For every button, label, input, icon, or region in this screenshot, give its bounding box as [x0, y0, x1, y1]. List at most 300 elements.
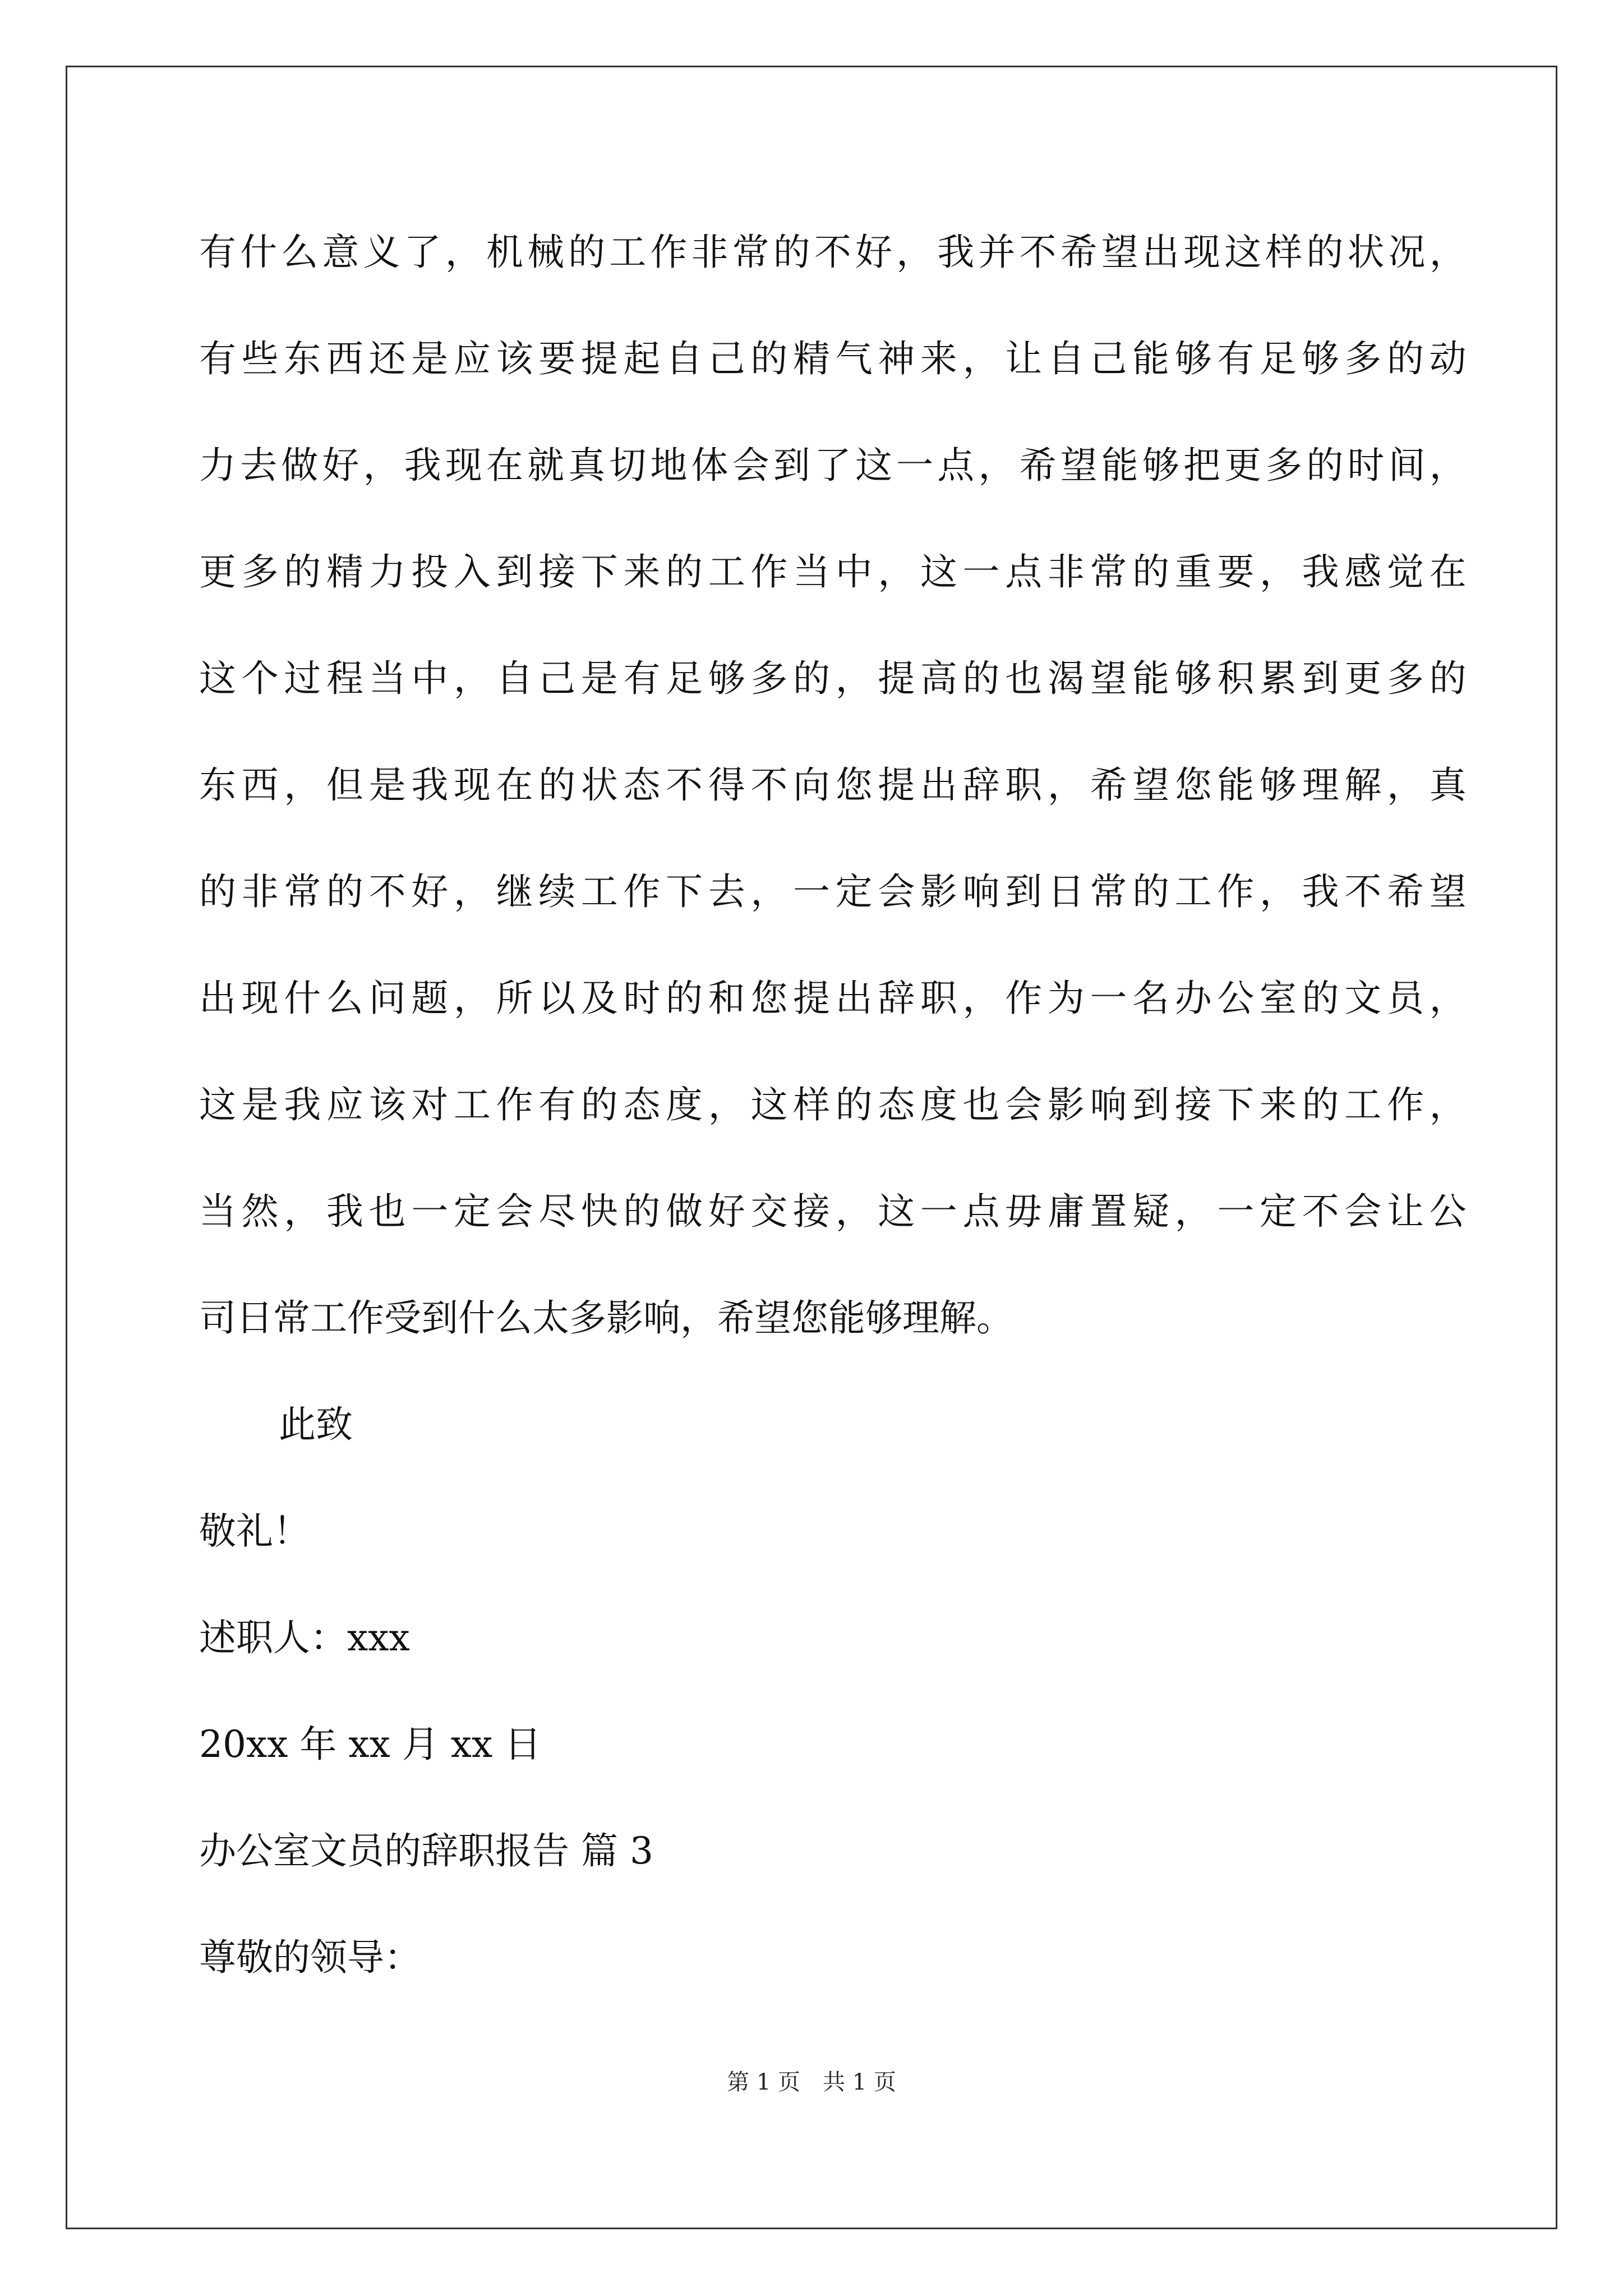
paragraph-char: 作 — [496, 1083, 533, 1126]
paragraph-char: ， — [962, 977, 1000, 1020]
paragraph-char: 名 — [1132, 977, 1170, 1020]
paragraph-char: 的 — [623, 1190, 661, 1233]
paragraph-char: 投 — [411, 550, 449, 593]
paragraph-char: 快 — [580, 1190, 618, 1233]
paragraph-char: 影 — [920, 870, 957, 913]
paragraph-char: 这 — [199, 657, 236, 700]
paragraph-char: 么 — [326, 977, 363, 1020]
paragraph-char: 自 — [496, 657, 533, 700]
paragraph-char: 辞 — [878, 977, 915, 1020]
paragraph-char: 累 — [1260, 657, 1297, 700]
paragraph-char: 望 — [1429, 870, 1467, 913]
paragraph-char: ， — [1429, 444, 1467, 487]
paragraph-char: 多 — [1265, 444, 1303, 487]
paragraph-char: 就 — [527, 444, 564, 487]
paragraph-char: 为 — [1047, 977, 1085, 1020]
paragraph-char: 到 — [1132, 1083, 1170, 1126]
paragraph-char: 力 — [199, 444, 236, 487]
paragraph-char: 提 — [580, 337, 618, 380]
paragraph-char: 应 — [326, 1083, 363, 1126]
paragraph-line — [199, 547, 1467, 597]
paragraph-char: 来 — [920, 337, 957, 380]
paragraph-char: 我 — [411, 763, 449, 807]
paragraph-char: 作 — [623, 870, 661, 913]
paragraph-char: 作 — [650, 231, 688, 274]
paragraph-char: 中 — [835, 550, 873, 593]
paragraph-char: 的 — [580, 1083, 618, 1126]
paragraph-char: 的 — [750, 337, 788, 380]
paragraph-char: 的 — [538, 763, 576, 807]
paragraph-char: 多 — [241, 550, 279, 593]
paragraph-char: 解 — [1344, 763, 1382, 807]
paragraph-char: 一 — [1217, 1190, 1255, 1233]
paragraph-char: 到 — [1005, 870, 1043, 913]
paragraph-line — [199, 973, 1467, 1024]
paragraph-char: 么 — [281, 231, 319, 274]
paragraph-char: 是 — [411, 337, 449, 380]
salute-text: 敬礼！ — [199, 1510, 310, 1553]
paragraph-char: 度 — [920, 1083, 957, 1126]
paragraph-char: 什 — [284, 977, 321, 1020]
paragraph-line: 司日常工作受到什么太多影响，希望您能够理解。 — [199, 1296, 1013, 1340]
paragraph-char: 望 — [1060, 444, 1098, 487]
paragraph-char: ， — [878, 550, 915, 593]
paragraph-char: 的 — [1302, 1083, 1339, 1126]
paragraph-char: 一 — [896, 444, 934, 487]
paragraph-char: 的 — [1386, 337, 1424, 380]
paragraph-char: 时 — [623, 977, 661, 1020]
paragraph-char: 有 — [199, 231, 236, 274]
paragraph-line — [199, 334, 1467, 384]
paragraph-char: 辞 — [962, 763, 1000, 807]
paragraph-char: 还 — [368, 337, 406, 380]
section-title: 办公室文员的辞职报告 篇 3 — [199, 1829, 653, 1872]
paragraph-char: 程 — [326, 657, 363, 700]
paragraph-char: 样 — [792, 1083, 830, 1126]
paragraph-char: ， — [453, 977, 491, 1020]
paragraph-char: 希 — [1386, 870, 1424, 913]
paragraph-char: 动 — [1429, 337, 1467, 380]
paragraph-char: 这 — [855, 444, 892, 487]
paragraph-char: 让 — [1386, 1190, 1424, 1233]
paragraph-char: 过 — [284, 657, 321, 700]
paragraph-char: 的 — [835, 1083, 873, 1126]
paragraph-char: 起 — [623, 337, 661, 380]
paragraph-char: 在 — [486, 444, 523, 487]
paragraph-char: ， — [284, 763, 321, 807]
paragraph-char: 不 — [814, 231, 851, 274]
paragraph-char: 来 — [623, 550, 661, 593]
paragraph-char: 常 — [1090, 550, 1127, 593]
paragraph-char: 重 — [1174, 550, 1212, 593]
paragraph-char: 接 — [792, 1190, 830, 1233]
paragraph-char: 出 — [920, 763, 957, 807]
paragraph-char: 不 — [1344, 870, 1382, 913]
paragraph-char: 会 — [1344, 1190, 1382, 1233]
paragraph-char: 作 — [1386, 1083, 1424, 1126]
paragraph-line — [199, 760, 1467, 811]
paragraph-char: 的 — [1132, 870, 1170, 913]
paragraph-char: 也 — [962, 1083, 1000, 1126]
paragraph-char: 觉 — [1386, 550, 1424, 593]
paragraph-char: 这 — [199, 1083, 236, 1126]
author-line: 述职人：xxx — [199, 1616, 410, 1659]
paragraph-char: 然 — [241, 1190, 279, 1233]
paragraph-char: 好 — [411, 870, 449, 913]
paragraph-char: 您 — [1174, 763, 1212, 807]
paragraph-char: 公 — [1217, 977, 1255, 1020]
paragraph-char: 了 — [404, 231, 441, 274]
paragraph-char: 更 — [199, 550, 236, 593]
paragraph-char: 真 — [568, 444, 606, 487]
paragraph-char: 常 — [732, 231, 769, 274]
paragraph-char: 力 — [368, 550, 406, 593]
paragraph-char: 况 — [1388, 231, 1426, 274]
paragraph-char: 西 — [326, 337, 363, 380]
paragraph-char: 职 — [1005, 763, 1043, 807]
paragraph-char: 当 — [199, 1190, 236, 1233]
paragraph-char: 点 — [937, 444, 975, 487]
paragraph-char: 希 — [1060, 231, 1098, 274]
paragraph-char: 更 — [1344, 657, 1382, 700]
paragraph-char: ， — [1429, 977, 1467, 1020]
paragraph-char: 定 — [1260, 1190, 1297, 1233]
paragraph-char: 的 — [773, 231, 810, 274]
paragraph-char: 所 — [496, 977, 533, 1020]
paragraph-char: 您 — [835, 763, 873, 807]
paragraph-char: 下 — [666, 870, 703, 913]
paragraph-char: 在 — [496, 763, 533, 807]
greeting-line: 尊敬的领导： — [199, 1936, 421, 1979]
paragraph-char: 什 — [240, 231, 278, 274]
paragraph-line — [199, 867, 1467, 917]
paragraph-char: 下 — [1217, 1083, 1255, 1126]
paragraph-char: 但 — [326, 763, 363, 807]
paragraph-char: 作 — [1217, 870, 1255, 913]
paragraph-char: 自 — [666, 337, 703, 380]
paragraph-char: 点 — [962, 1190, 1000, 1233]
paragraph-char: 积 — [1217, 657, 1255, 700]
paragraph-char: 续 — [538, 870, 576, 913]
paragraph-char: 这 — [878, 1190, 915, 1233]
paragraph-line — [199, 654, 1467, 704]
paragraph-char: 定 — [453, 1190, 491, 1233]
paragraph-char: 好 — [855, 231, 892, 274]
paragraph-char: 己 — [538, 657, 576, 700]
paragraph-char: 到 — [1302, 657, 1339, 700]
paragraph-char: 会 — [878, 870, 915, 913]
paragraph-char: 是 — [241, 1083, 279, 1126]
paragraph-char: ， — [835, 657, 873, 700]
paragraph-char: 感 — [1344, 550, 1382, 593]
paragraph-line — [199, 1186, 1467, 1237]
paragraph-char: 能 — [1132, 337, 1170, 380]
paragraph-char: 常 — [284, 870, 321, 913]
paragraph-char: 的 — [792, 657, 830, 700]
paragraph-char: 高 — [920, 657, 957, 700]
paragraph-char: 不 — [368, 870, 406, 913]
paragraph-char: 要 — [538, 337, 576, 380]
paragraph-char: 够 — [1174, 337, 1212, 380]
paragraph-char: 当 — [792, 550, 830, 593]
paragraph-char: 工 — [580, 870, 618, 913]
paragraph-char: ， — [1386, 763, 1424, 807]
paragraph-char: 状 — [580, 763, 618, 807]
paragraph-char: 东 — [284, 337, 321, 380]
paragraph-char: ， — [750, 870, 788, 913]
paragraph-char: 时 — [1347, 444, 1385, 487]
paragraph-char: 西 — [241, 763, 279, 807]
paragraph-char: 意 — [322, 231, 359, 274]
paragraph-char: 影 — [1047, 1083, 1085, 1126]
paragraph-char: 状 — [1347, 231, 1385, 274]
paragraph-char: 也 — [368, 1190, 406, 1233]
paragraph-char: ， — [708, 1083, 745, 1126]
paragraph-char: 疑 — [1132, 1190, 1170, 1233]
paragraph-char: 做 — [666, 1190, 703, 1233]
paragraph-char: 有 — [1217, 337, 1255, 380]
paragraph-char: 一 — [411, 1190, 449, 1233]
paragraph-char: 的 — [326, 870, 363, 913]
paragraph-char: 员 — [1386, 977, 1424, 1020]
paragraph-char: 得 — [708, 763, 745, 807]
paragraph-char: 己 — [708, 337, 745, 380]
paragraph-char: 办 — [1174, 977, 1212, 1020]
paragraph-line — [199, 440, 1467, 491]
paragraph-char: ， — [835, 1190, 873, 1233]
paragraph-char: 把 — [1183, 444, 1220, 487]
paragraph-char: 的 — [199, 870, 236, 913]
paragraph-char: 这 — [750, 1083, 788, 1126]
paragraph-char: 态 — [623, 763, 661, 807]
paragraph-char: 提 — [878, 763, 915, 807]
paragraph-char: 的 — [666, 977, 703, 1020]
page-border — [66, 66, 1557, 2229]
paragraph-char: 我 — [284, 1083, 321, 1126]
paragraph-char: 望 — [1101, 231, 1138, 274]
paragraph-char: 的 — [568, 231, 606, 274]
paragraph-char: 接 — [538, 550, 576, 593]
paragraph-char: 提 — [878, 657, 915, 700]
paragraph-char: 继 — [496, 870, 533, 913]
paragraph-char: 态 — [878, 1083, 915, 1126]
paragraph-char: 多 — [1386, 657, 1424, 700]
paragraph-char: ， — [1047, 763, 1085, 807]
paragraph-char: 响 — [1090, 1083, 1127, 1126]
date-line: 20xx 年 xx 月 xx 日 — [199, 1723, 542, 1766]
paragraph-char: 够 — [1302, 337, 1339, 380]
paragraph-char: 多 — [750, 657, 788, 700]
paragraph-char: 体 — [691, 444, 728, 487]
paragraph-char: 提 — [792, 977, 830, 1020]
paragraph-char: ， — [1429, 231, 1467, 274]
paragraph-char: 到 — [773, 444, 810, 487]
paragraph-char: 我 — [404, 444, 441, 487]
paragraph-char: ， — [453, 657, 491, 700]
paragraph-char: ， — [978, 444, 1016, 487]
paragraph-char: 个 — [241, 657, 279, 700]
paragraph-char: ， — [896, 231, 934, 274]
paragraph-char: 室 — [1260, 977, 1297, 1020]
paragraph-char: 切 — [609, 444, 647, 487]
paragraph-char: 自 — [1047, 337, 1085, 380]
paragraph-char: 样 — [1265, 231, 1303, 274]
paragraph-char: 够 — [1260, 763, 1297, 807]
paragraph-char: 的 — [666, 550, 703, 593]
paragraph-char: 不 — [1019, 231, 1057, 274]
paragraph-char: 的 — [1306, 444, 1344, 487]
paragraph-char: 望 — [1132, 763, 1170, 807]
paragraph-char: 够 — [1174, 657, 1212, 700]
paragraph-char: ， — [1260, 550, 1297, 593]
paragraph-char: 的 — [1306, 231, 1344, 274]
paragraph-char: 的 — [1132, 550, 1170, 593]
paragraph-char: 接 — [1174, 1083, 1212, 1126]
paragraph-char: 工 — [1344, 1083, 1382, 1126]
paragraph-char: 我 — [937, 231, 975, 274]
paragraph-char: 非 — [241, 870, 279, 913]
closing-text: 此致 — [279, 1403, 353, 1446]
paragraph-char: 会 — [496, 1190, 533, 1233]
paragraph-char: 在 — [1429, 550, 1467, 593]
paragraph-char: 常 — [1090, 870, 1127, 913]
paragraph-char: 作 — [1005, 977, 1043, 1020]
paragraph-char: 一 — [962, 550, 1000, 593]
paragraph-char: 能 — [1101, 444, 1138, 487]
paragraph-char: 会 — [1005, 1083, 1043, 1126]
paragraph-char: 理 — [1302, 763, 1339, 807]
paragraph-char: 我 — [326, 1190, 363, 1233]
paragraph-line — [199, 227, 1467, 278]
paragraph-char: 文 — [1344, 977, 1382, 1020]
paragraph-char: 足 — [666, 657, 703, 700]
paragraph-char: 精 — [792, 337, 830, 380]
paragraph-char: 及 — [580, 977, 618, 1020]
paragraph-char: 态 — [623, 1083, 661, 1126]
paragraph-line — [199, 1080, 1467, 1130]
paragraph-char: 够 — [1142, 444, 1179, 487]
paragraph-char: 精 — [326, 550, 363, 593]
paragraph-char: 这 — [1224, 231, 1262, 274]
paragraph-char: 您 — [750, 977, 788, 1020]
paragraph-char: 度 — [666, 1083, 703, 1126]
paragraph-char: 地 — [650, 444, 688, 487]
paragraph-char: 的 — [284, 550, 321, 593]
paragraph-char: 的 — [962, 657, 1000, 700]
paragraph-char: 当 — [368, 657, 406, 700]
paragraph-char: 该 — [496, 337, 533, 380]
paragraph-char: 不 — [750, 763, 788, 807]
paragraph-char: 做 — [281, 444, 319, 487]
paragraph-char: 以 — [538, 977, 576, 1020]
paragraph-char: 有 — [538, 1083, 576, 1126]
paragraph-char: 机 — [486, 231, 523, 274]
paragraph-char: 有 — [623, 657, 661, 700]
paragraph-char: 非 — [691, 231, 728, 274]
paragraph-char: 我 — [1302, 870, 1339, 913]
paragraph-char: 是 — [580, 657, 618, 700]
paragraph-char: 去 — [708, 870, 745, 913]
paragraph-char: 有 — [199, 337, 236, 380]
paragraph-char: 一 — [1090, 977, 1127, 1020]
paragraph-char: 气 — [835, 337, 873, 380]
paragraph-char: 一 — [920, 1190, 957, 1233]
paragraph-char: 中 — [411, 657, 449, 700]
paragraph-char: 能 — [1132, 657, 1170, 700]
paragraph-char: 问 — [368, 977, 406, 1020]
paragraph-char: 现 — [241, 977, 279, 1020]
paragraph-char: 公 — [1429, 1190, 1467, 1233]
paragraph-char: 渴 — [1047, 657, 1085, 700]
paragraph-char: 的 — [1429, 657, 1467, 700]
paragraph-char: 应 — [453, 337, 491, 380]
paragraph-char: ， — [363, 444, 400, 487]
paragraph-char: 工 — [708, 550, 745, 593]
paragraph-char: 希 — [1090, 763, 1127, 807]
paragraph-char: 不 — [1302, 1190, 1339, 1233]
paragraph-char: 交 — [750, 1190, 788, 1233]
paragraph-char: 该 — [368, 1083, 406, 1126]
paragraph-char: 多 — [1344, 337, 1382, 380]
paragraph-char: 真 — [1429, 763, 1467, 807]
paragraph-char: ， — [962, 337, 1000, 380]
paragraph-char: 入 — [453, 550, 491, 593]
paragraph-char: 日 — [1047, 870, 1085, 913]
paragraph-char: 置 — [1090, 1190, 1127, 1233]
paragraph-char: 望 — [1090, 657, 1127, 700]
paragraph-char: 了 — [814, 444, 851, 487]
paragraph-char: 我 — [1302, 550, 1339, 593]
paragraph-char: 毋 — [1005, 1190, 1043, 1233]
paragraph-char: 题 — [411, 977, 449, 1020]
paragraph-char: 现 — [453, 763, 491, 807]
paragraph-char: ， — [1260, 870, 1297, 913]
paragraph-char: 工 — [609, 231, 647, 274]
paragraph-char: 来 — [1260, 1083, 1297, 1126]
paragraph-char: 出 — [199, 977, 236, 1020]
paragraph-char: 不 — [666, 763, 703, 807]
paragraph-char: 够 — [708, 657, 745, 700]
paragraph-char: 的 — [1302, 977, 1339, 1020]
paragraph-char: 些 — [241, 337, 279, 380]
paragraph-char: 让 — [1005, 337, 1043, 380]
paragraph-char: ， — [284, 1190, 321, 1233]
paragraph-char: 好 — [708, 1190, 745, 1233]
paragraph-char: 会 — [732, 444, 769, 487]
paragraph-char: 作 — [750, 550, 788, 593]
paragraph-char: 去 — [240, 444, 278, 487]
paragraph-char: 械 — [527, 231, 564, 274]
paragraph-char: 东 — [199, 763, 236, 807]
paragraph-char: ， — [453, 870, 491, 913]
paragraph-char: 和 — [708, 977, 745, 1020]
paragraph-char: 己 — [1090, 337, 1127, 380]
paragraph-char: 工 — [453, 1083, 491, 1126]
paragraph-char: 一 — [792, 870, 830, 913]
paragraph-char: ， — [1174, 1190, 1212, 1233]
paragraph-char: ， — [1429, 1083, 1467, 1126]
paragraph-char: 这 — [920, 550, 957, 593]
paragraph-char: 出 — [1142, 231, 1179, 274]
paragraph-char: 定 — [835, 870, 873, 913]
paragraph-char: 足 — [1260, 337, 1297, 380]
paragraph-char: 对 — [411, 1083, 449, 1126]
paragraph-char: 尽 — [538, 1190, 576, 1233]
paragraph-char: 要 — [1217, 550, 1255, 593]
paragraph-char: 响 — [962, 870, 1000, 913]
paragraph-char: 庸 — [1047, 1190, 1085, 1233]
paragraph-char: 希 — [1019, 444, 1057, 487]
